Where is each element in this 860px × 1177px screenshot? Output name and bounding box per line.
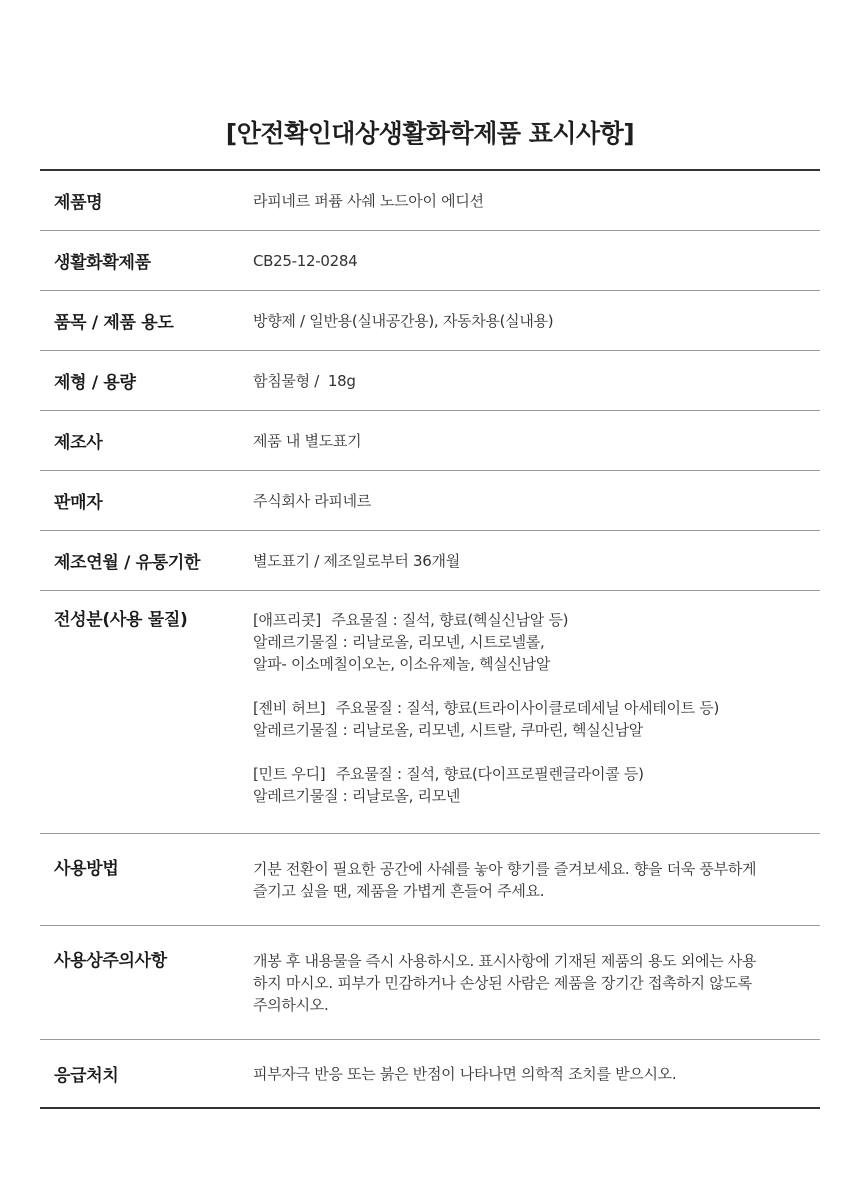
row-value: CB25-12-0284 (253, 251, 358, 270)
ingredient-group-zen-herb (253, 697, 820, 741)
ingredients-list (253, 609, 820, 807)
row-label: 제형 / 용량 (54, 373, 136, 393)
text-line: 주의하시오. (253, 996, 329, 1014)
table-row-manufacturer (40, 411, 820, 471)
row-label: 제조연월 / 유통기한 (54, 553, 201, 573)
main-substances: 주요물질 : 질석, 향료(헥실신남알 등) (331, 611, 569, 629)
allergen-line: 알레르기물질 : 리날로올, 리모넨 (253, 787, 461, 805)
ingredient-group-mint-woody (253, 763, 820, 807)
scent-name: [애프리콧] (253, 611, 321, 629)
text-line: 하지 마시오. 피부가 민감하거나 손상된 사람은 제품을 장기간 접촉하지 않도록 (253, 974, 752, 992)
table-row-product-name (40, 171, 820, 231)
row-value: 방향제 / 일반용(실내공간용), 자동차용(실내용) (253, 311, 554, 330)
main-substances: 주요물질 : 질석, 향료(트라이사이클로데세닐 아세테이트 등) (335, 699, 720, 717)
allergen-line: 알레르기물질 : 리날로올, 리모넨, 시트랄, 쿠마린, 헥실신남알 (253, 721, 643, 739)
row-label: 품목 / 제품 용도 (54, 313, 174, 333)
table-row-usage (40, 834, 820, 926)
row-value: 제품 내 별도표기 (253, 431, 362, 450)
row-label: 사용방법 (54, 859, 119, 879)
table-row-registration-number (40, 231, 820, 291)
row-label: 사용상주의사항 (54, 951, 167, 971)
table-row-caution (40, 926, 820, 1040)
table-row-ingredients (40, 591, 820, 834)
caution-text (253, 950, 820, 1016)
row-label: 제품명 (54, 193, 103, 213)
usage-text (253, 858, 820, 902)
main-substances: 주요물질 : 질석, 향료(다이프로필렌글라이콜 등) (335, 765, 644, 783)
row-value: 별도표기 / 제조일로부터 36개월 (253, 551, 460, 570)
scent-name: [민트 우디] (253, 765, 326, 783)
row-value: 라피네르 퍼퓸 사쉐 노드아이 에디션 (253, 191, 484, 210)
table-row-category (40, 291, 820, 351)
allergen-line: 알파- 이소메칠이오논, 이소유제놀, 헥실신남알 (253, 655, 551, 673)
page-title: [안전확인대상생활화학제품 표시사항] (225, 119, 635, 148)
product-info-table (40, 169, 820, 1109)
row-label: 생활화확제품 (54, 253, 151, 273)
text-line: 즐기고 싶을 땐, 제품을 가볍게 흔들어 주세요. (253, 882, 545, 900)
table-row-form-volume (40, 351, 820, 411)
row-label: 판매자 (54, 493, 103, 513)
table-row-date (40, 531, 820, 591)
text-line: 개봉 후 내용물을 즉시 사용하시오. 표시사항에 기재된 제품의 용도 외에는 사용 (253, 952, 757, 970)
row-label: 전성분(사용 물질) (54, 610, 188, 630)
row-value: 주식회사 라피네르 (253, 491, 371, 510)
text-line: 기분 전환이 필요한 공간에 사쉐를 놓아 향기를 즐겨보세요. 향을 더욱 풍부하게 (253, 860, 757, 878)
ingredient-group-apricot (253, 609, 820, 675)
row-value: 피부자극 반응 또는 붉은 반점이 나타나면 의학적 조치를 받으시오. (253, 1064, 677, 1083)
table-row-seller (40, 471, 820, 531)
row-label: 응급처치 (54, 1066, 119, 1086)
table-row-first-aid (40, 1040, 820, 1107)
allergen-line: 알레르기물질 : 리날로올, 리모넨, 시트로넬롤, (253, 633, 545, 651)
row-value: 함침물형 / 18g (253, 371, 356, 390)
row-label: 제조사 (54, 433, 103, 453)
scent-name: [젠비 허브] (253, 699, 326, 717)
